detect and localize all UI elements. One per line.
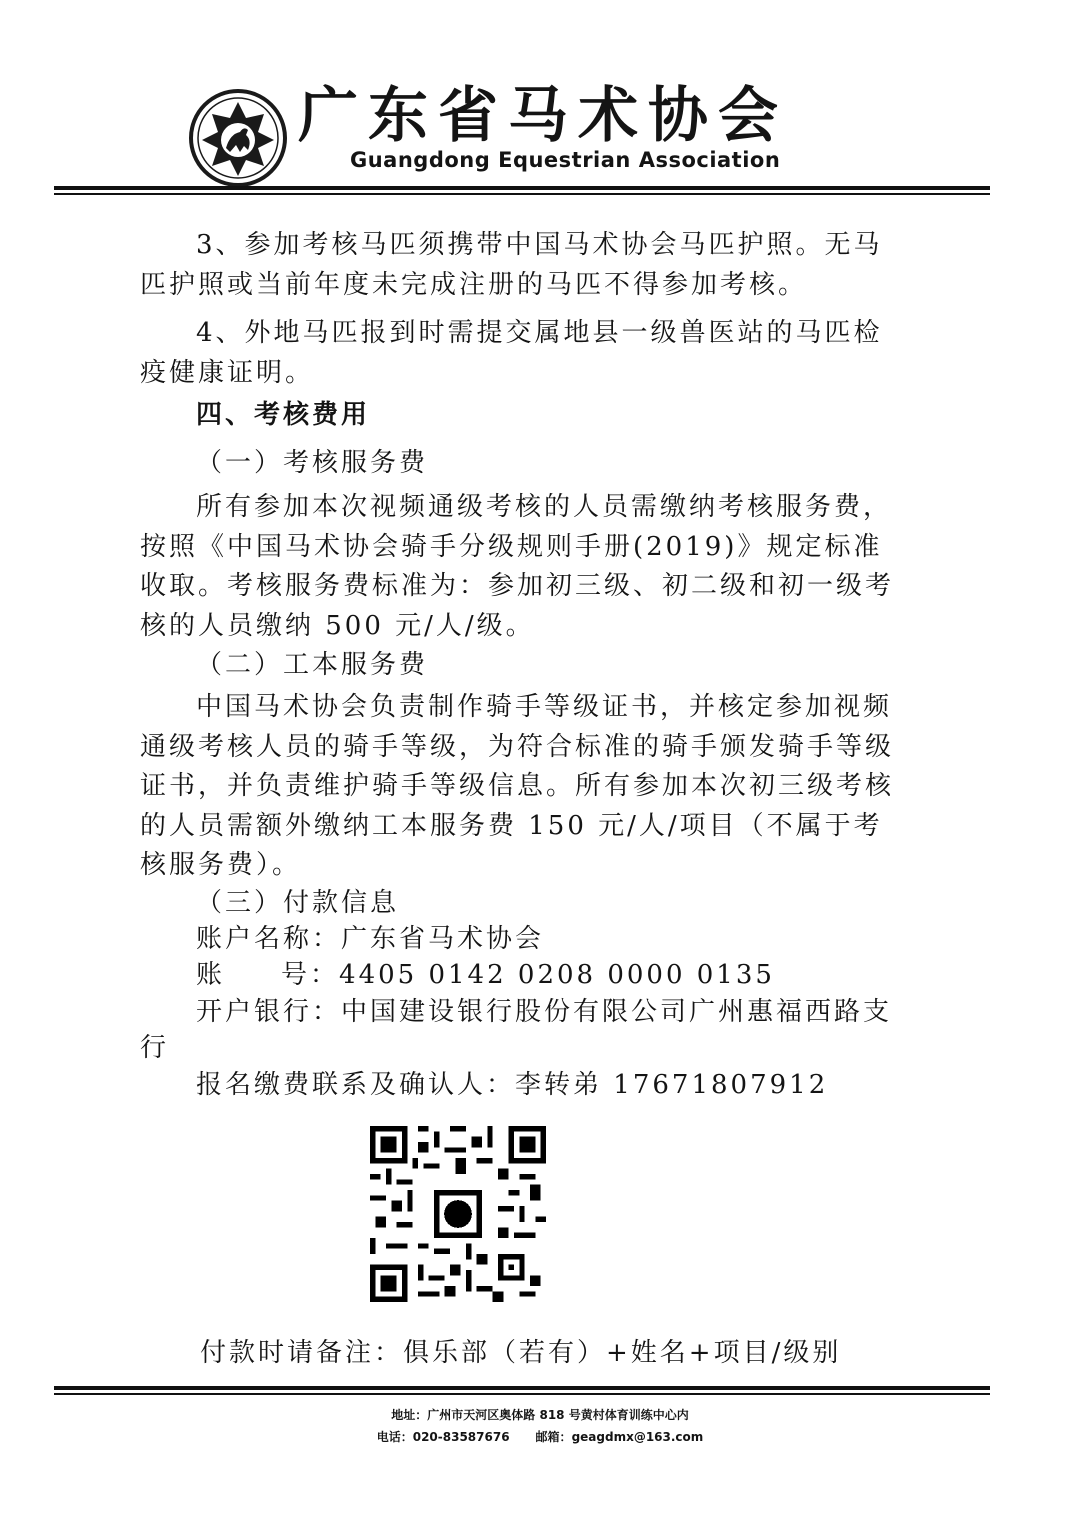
subheading-payment-info: （三）付款信息 bbox=[196, 888, 400, 918]
paragraph-assessment-fee: 所有参加本次视频通级考核的人员需缴纳考核服务费，按照《中国马术协会骑手分级规则手册(2019)》规定标准收取。考核服务费标准为：参加初三级、初二级和初一级考核的人员缴纳 500 元/人/级。 bbox=[140, 492, 895, 641]
account-number-label-2: 号： bbox=[281, 960, 340, 990]
footer-phone-value: 020-83587676 bbox=[412, 1430, 510, 1444]
footer-rule-thick bbox=[54, 1386, 990, 1390]
paragraph-item-3: 3、参加考核马匹须携带中国马术协会马匹护照。无马匹护照或当前年度未完成注册的马匹不得参加考核。 bbox=[140, 230, 883, 300]
footer-address bbox=[0, 1406, 1080, 1423]
paragraph-item-4: 4、外地马匹报到时需提交属地县一级兽医站的马匹检疫健康证明。 bbox=[140, 318, 883, 388]
account-number-row bbox=[196, 958, 775, 992]
footer-rule-thin bbox=[54, 1393, 990, 1395]
subheading-material-fee: （二）工本服务费 bbox=[196, 650, 429, 680]
association-seal-logo bbox=[188, 88, 288, 188]
paragraph-material-fee: 中国马术协会负责制作骑手等级证书，并核定参加视频通级考核人员的骑手等级，为符合标准的骑手颁发骑手等级证书，并负责维护骑手等级信息。所有参加本次初三级考核的人员需额外缴纳工本服务费 150 元/人/项目（不属于考核服务费）。 bbox=[140, 692, 895, 880]
bank-value: 中国建设银行股份有限公司广州惠福西路支行 bbox=[140, 997, 893, 1063]
footer-phone-label: 电话： bbox=[376, 1430, 413, 1444]
header-title-en: Guangdong Equestrian Association bbox=[350, 148, 781, 172]
footer-email-label: 邮箱： bbox=[535, 1430, 572, 1444]
payment-qr-code bbox=[370, 1126, 546, 1302]
bank-label: 开户银行： bbox=[196, 997, 342, 1027]
header-rule-thin bbox=[54, 193, 990, 195]
footer-email-value: geagdmx@163.com bbox=[571, 1430, 704, 1444]
contact-row bbox=[196, 1068, 828, 1102]
payment-note: 付款时请备注：俱乐部（若有）+姓名+项目/级别 bbox=[200, 1338, 842, 1368]
section-heading-fees: 四、考核费用 bbox=[196, 400, 371, 430]
account-name-row bbox=[196, 922, 544, 956]
footer-contact bbox=[0, 1428, 1080, 1445]
contact-label: 报名缴费联系及确认人： bbox=[196, 1070, 516, 1100]
footer-address-value: 广州市天河区奥体路 818 号黄村体育训练中心内 bbox=[427, 1408, 689, 1422]
bank-row bbox=[140, 994, 900, 1066]
subheading-assessment-fee: （一）考核服务费 bbox=[196, 448, 429, 478]
contact-value: 李转弟 17671807912 bbox=[515, 1070, 829, 1100]
account-number-value: 4405 0142 0208 0000 0135 bbox=[339, 960, 775, 990]
account-name-value: 广东省马术协会 bbox=[341, 924, 545, 954]
account-number-label-1: 账 bbox=[196, 960, 226, 990]
account-name-label: 账户名称： bbox=[196, 924, 342, 954]
footer-address-label: 地址： bbox=[391, 1408, 428, 1422]
header-rule-thick bbox=[54, 186, 990, 190]
header-title-cn: 广东省马术协会 bbox=[298, 81, 788, 151]
